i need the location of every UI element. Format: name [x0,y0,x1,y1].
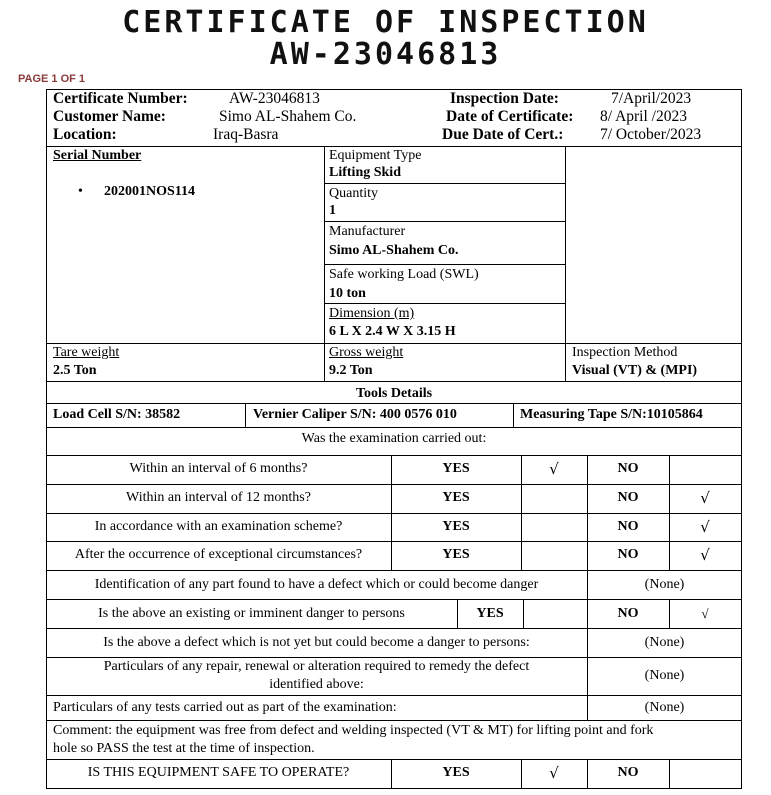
yes-label: YES [442,461,470,476]
measuring-tape-info: Measuring Tape S/N:10105864 [520,407,703,422]
certificate-form [46,89,742,789]
due-date-value: 7/ October/2023 [600,126,702,143]
yes-label: YES [442,519,470,534]
check-mark-icon: √ [700,518,710,536]
repair-answer: (None) [644,668,685,683]
defect-question: Identification of any part found to have a defect which or could become danger [94,577,539,592]
manufacturer-value: Simo AL-Shahem Co. [329,243,459,258]
future-defect-question: Is the above a defect which is not yet but could become a danger to persons: [103,635,530,650]
no-label: NO [617,490,639,505]
swl-label: Safe working Load (SWL) [329,267,479,282]
no-label: NO [617,519,639,534]
repair-question-line1: Particulars of any repair, renewal or alteration required to remedy the defect [103,659,530,674]
equipment-type-value: Lifting Skid [329,165,401,180]
danger-question: Is the above an existing or imminent danger to persons [98,606,405,621]
safe-to-operate-question: IS THIS EQUIPMENT SAFE TO OPERATE? [87,765,350,780]
tare-weight-value: 2.5 Ton [53,363,97,378]
no-label: NO [617,606,639,621]
defect-answer: (None) [644,577,685,592]
exam-row-6-months: Within an interval of 6 months? [129,461,308,476]
location-value: Iraq-Basra [213,126,279,143]
cert-date-label: Date of Certificate: [446,108,574,125]
yes-label: YES [442,547,470,562]
swl-value: 10 ton [329,286,366,301]
manufacturer-label: Manufacturer [329,224,406,239]
check-mark-icon: √ [549,764,559,782]
no-label: NO [617,547,639,562]
cert-date-value: 8/ April /2023 [600,108,687,125]
tests-question: Particulars of any tests carried out as part of the examination: [53,700,397,715]
inspection-date-label: Inspection Date: [450,90,559,107]
yes-label: YES [442,765,470,780]
tests-answer: (None) [644,700,685,715]
location-label: Location: [53,126,117,143]
no-label: NO [617,765,639,780]
dimension-value: 6 L X 2.4 W X 3.15 H [329,324,456,339]
yes-label: YES [476,606,504,621]
check-mark-icon: √ [549,460,559,478]
exam-row-12-months: Within an interval of 12 months? [126,490,311,505]
check-mark-icon: √ [700,546,710,564]
check-mark-icon: √ [701,606,709,621]
serial-value: 202001NOS114 [104,184,196,199]
comment-line1: Comment: the equipment was free from defect and welding inspected (VT & MT) for lifting point and fork [53,723,654,738]
quantity-label: Quantity [329,186,378,201]
check-mark-icon: √ [700,489,710,507]
inspection-method-value: Visual (VT) & (MPI) [572,363,698,378]
repair-question-line2: identified above: [269,677,364,692]
serial-label: Serial Number [53,148,142,163]
gross-weight-value: 9.2 Ton [329,363,373,378]
vernier-caliper-info: Vernier Caliper S/N: 400 0576 010 [253,407,457,422]
dimension-label: Dimension (m) [329,306,415,321]
equipment-type-label: Equipment Type [329,148,422,163]
gross-weight-label: Gross weight [329,345,404,360]
due-date-label: Due Date of Cert.: [442,126,564,143]
inspection-method-label: Inspection Method [572,345,678,360]
cert-number-label: Certificate Number: [53,90,188,107]
tools-heading: Tools Details [355,386,433,401]
customer-label: Customer Name: [53,108,166,125]
load-cell-info: Load Cell S/N: 38582 [53,407,181,422]
page-number: PAGE 1 OF 1 [18,73,86,85]
exam-row-scheme: In accordance with an examination scheme? [94,519,343,534]
yes-label: YES [442,490,470,505]
no-label: NO [617,461,639,476]
exam-row-exceptional: After the occurrence of exceptional circumstances? [74,547,363,562]
serial-bullet: • [78,184,83,199]
customer-value: Simo AL-Shahem Co. [219,108,357,125]
examination-heading: Was the examination carried out: [301,431,487,446]
cert-number-value: AW-23046813 [229,90,320,107]
future-defect-answer: (None) [644,635,685,650]
tare-weight-label: Tare weight [53,345,120,360]
inspection-date-value: 7/April/2023 [611,90,692,107]
quantity-value: 1 [329,203,336,218]
certificate-title: CERTIFICATE OF INSPECTION [122,5,649,40]
comment-line2: hole so PASS the test at the time of inspection. [53,741,315,756]
certificate-number-title: AW-23046813 [269,37,502,72]
